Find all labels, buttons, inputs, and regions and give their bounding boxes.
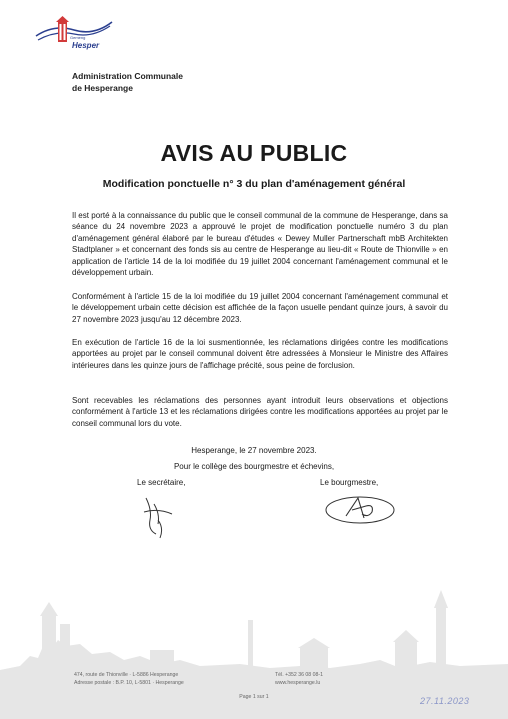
handwritten-date: 27.11.2023 [420,696,470,706]
secretary-signature [138,490,188,542]
secretary-label: Le secrétaire, [137,478,186,487]
logo-small-text: Gemeng [70,35,86,40]
paragraph-display-period: Conformément à l'article 15 de la loi modifiée du 19 juillet 2004 concernant l'aménagement communal et le développement urbain cette décision est affichée de la façon usuelle pendant quinze jours, à savoir du 27 novembre 2023 jusqu'au 12 décembre 2023. [72,292,448,324]
paragraph-announcement: Il est porté à la connaissance du public que le conseil communal de la commune de Hesperange, dans sa séance du 24 novembre 2023 a approuvé le projet de modification ponctuelle numéro 3 du plan d'aménagement général élaboré par le bureau d'études « Dewey Muller Partnerschaft mbB Architekten Stadtplaner » et concernant des fonds sis au centre de Hesperange au lieu-dit « Route de Thionville » en application de l'article 14 de la loi modifiée du 19 juillet 2004 concernant l'aménagement communal et le développement urbain. [72,211,448,278]
page-title: AVIS AU PUBLIC [160,140,348,166]
mayor-signature [318,490,408,530]
paragraph-admissibility: Sont recevables les réclamations des personnes ayant introduit leurs observations et objections conformément à l'article 13 et les réclamations dirigées contre les modifications apportées au projet par le conseil communal lors du vote. [72,396,448,428]
logo-name: Hesper [72,41,100,50]
admin-line-1: Administration Communale [72,71,183,81]
footer-address-line-2: Adresse postale : B.P. 10, L-5801 · Hesperange [74,680,184,686]
admin-line-2: de Hesperange [72,83,133,93]
mayor-label: Le bourgmestre, [320,478,379,487]
footer-website: www.hesperange.lu [275,680,321,686]
paragraph-complaints: En exécution de l'article 16 de la loi susmentionnée, les réclamations dirigées contre les modifications apportées au projet par le conseil communal doivent être adressées à Monsieur le Ministre des Affaires intérieures dans les quinze jours de l'affichage précité, sous peine de forclusion. [72,338,448,370]
page-number: Page 1 sur 1 [239,694,269,700]
footer-address [74,671,184,687]
on-behalf-line: Pour le collège des bourgmestre et échevins, [173,462,335,471]
dateline: Hesperange, le 27 novembre 2023. [191,446,317,455]
administration-header [72,70,183,94]
footer-phone: Tél. +352 36 08 08-1 [275,672,324,678]
page-subtitle: Modification ponctuelle n° 3 du plan d'aménagement général [102,178,406,190]
footer-address-line-1: 474, route de Thionville · L-5886 Hesperange [74,672,179,678]
footer-contact [275,671,323,687]
